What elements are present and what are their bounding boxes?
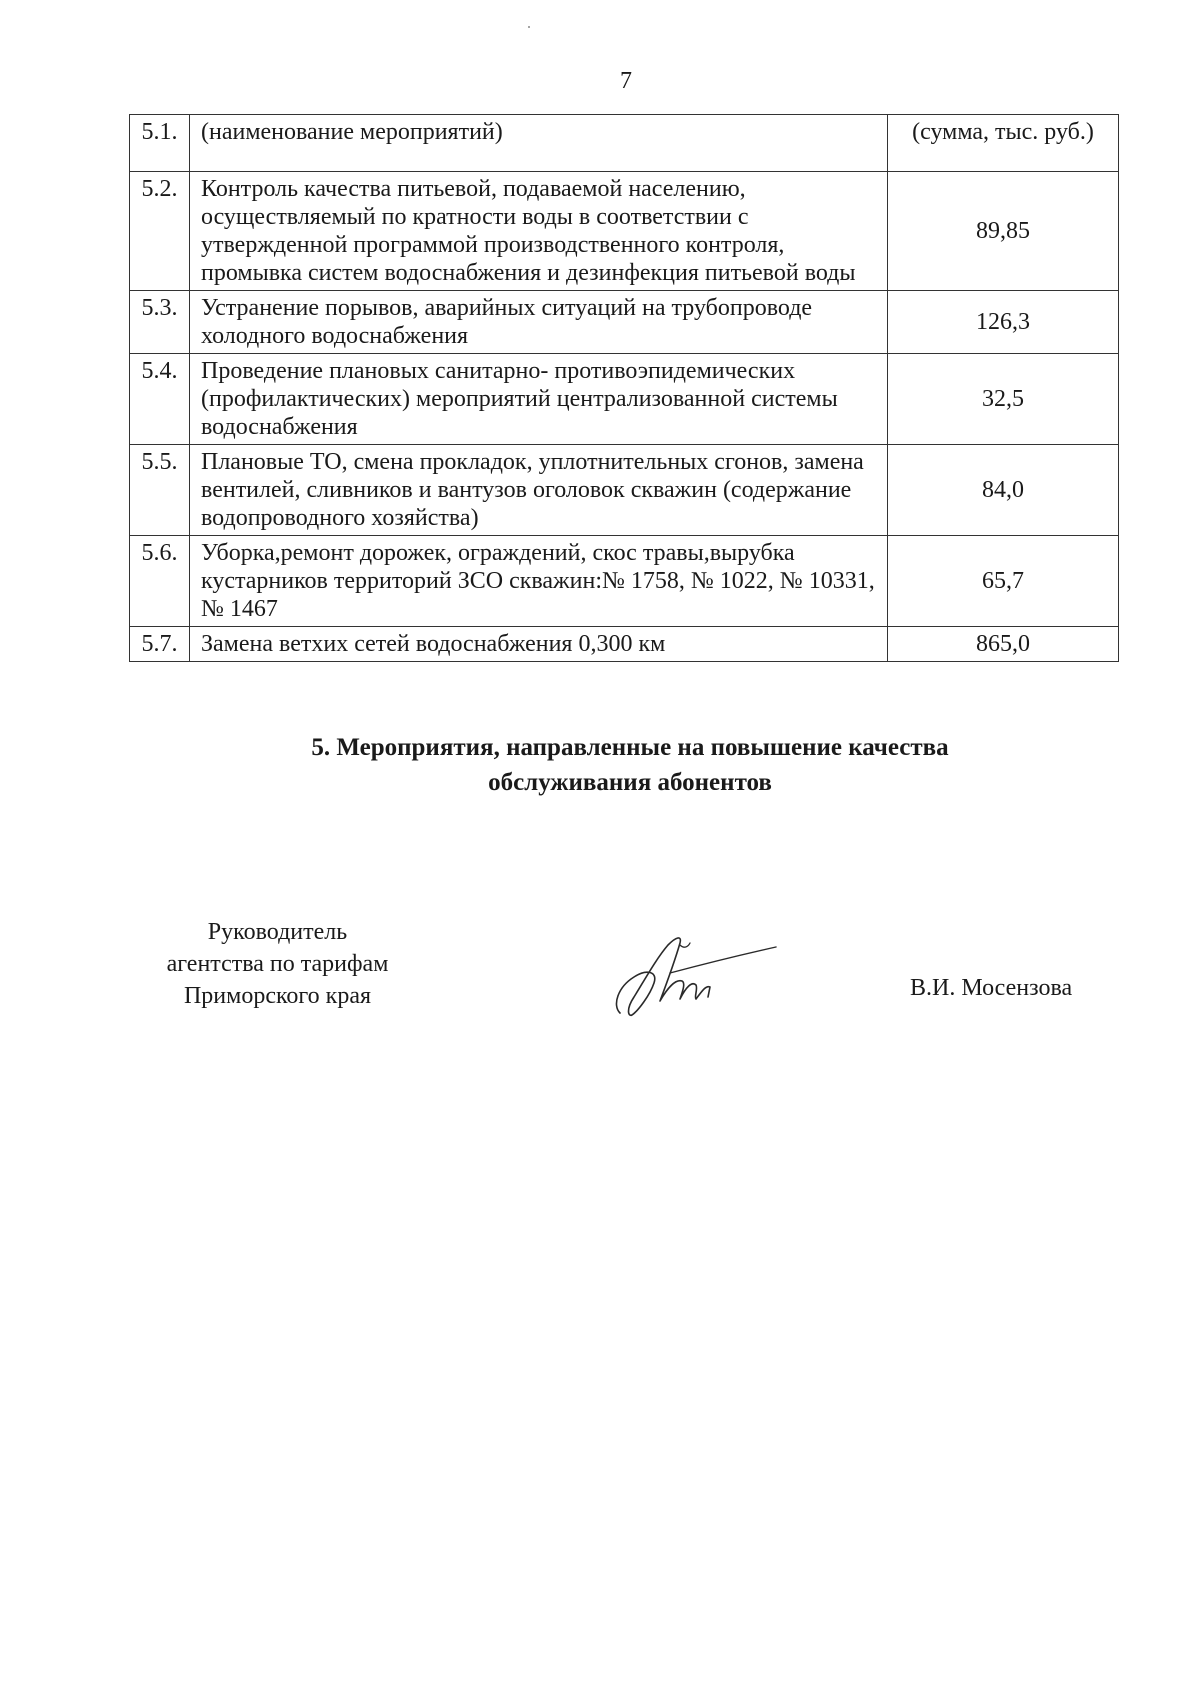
scan-speck [528,26,530,28]
row-number: 5.5. [130,445,190,536]
row-number: 5.1. [130,115,190,172]
table-row [130,445,1119,536]
row-description: Проведение плановых санитарно- противоэпидемических (профилактических) мероприятий централизованной системы водоснабжения [190,354,888,445]
row-description: Плановые ТО, смена прокладок, уплотнительных сгонов, замена вентилей, сливников и вантузов оголовок скважин (содержание водопроводного хозяйства) [190,445,888,536]
position-line: агентства по тарифам [166,951,389,977]
position-line: Руководитель [207,919,348,945]
table-row [130,627,1119,662]
row-number: 5.6. [130,536,190,627]
row-description: (наименование мероприятий) [190,115,888,172]
row-amount: 65,7 [888,536,1119,627]
row-amount: 126,3 [888,291,1119,354]
row-amount: 84,0 [888,445,1119,536]
signatory-position [120,916,435,1012]
row-amount: 32,5 [888,354,1119,445]
signatory-name: В.И. Мосензова [910,975,1073,1001]
row-number: 5.4. [130,354,190,445]
row-number: 5.3. [130,291,190,354]
page-number: 7 [620,68,632,94]
row-amount: 89,85 [888,172,1119,291]
row-number: 5.2. [130,172,190,291]
row-description: Замена ветхих сетей водоснабжения 0,300 км [190,627,888,662]
row-description: Уборка,ремонт дорожек, ограждений, скос травы,вырубка кустарников территорий ЗСО скважин:№ 1758, № 1022, № 10331, № 1467 [190,536,888,627]
table-row [130,354,1119,445]
section-title-line: 5. Мероприятия, направленные на повышение качества [311,734,949,761]
measures-table [129,114,1119,662]
table-row [130,536,1119,627]
row-amount: (сумма, тыс. руб.) [888,115,1119,172]
row-description: Контроль качества питьевой, подаваемой населению, осуществляемый по кратности воды в соответствии с утвержденной программой производственного контроля, промывка систем водоснабжения и дезинфекция питьевой воды [190,172,888,291]
handwritten-signature [610,925,780,1025]
section-title [200,730,1060,800]
table-row [130,172,1119,291]
table-row [130,291,1119,354]
section-title-line: обслуживания абонентов [488,769,772,796]
row-number: 5.7. [130,627,190,662]
row-amount: 865,0 [888,627,1119,662]
row-description: Устранение порывов, аварийных ситуаций на трубопроводе холодного водоснабжения [190,291,888,354]
position-line: Приморского края [183,983,372,1009]
table-row [130,115,1119,172]
